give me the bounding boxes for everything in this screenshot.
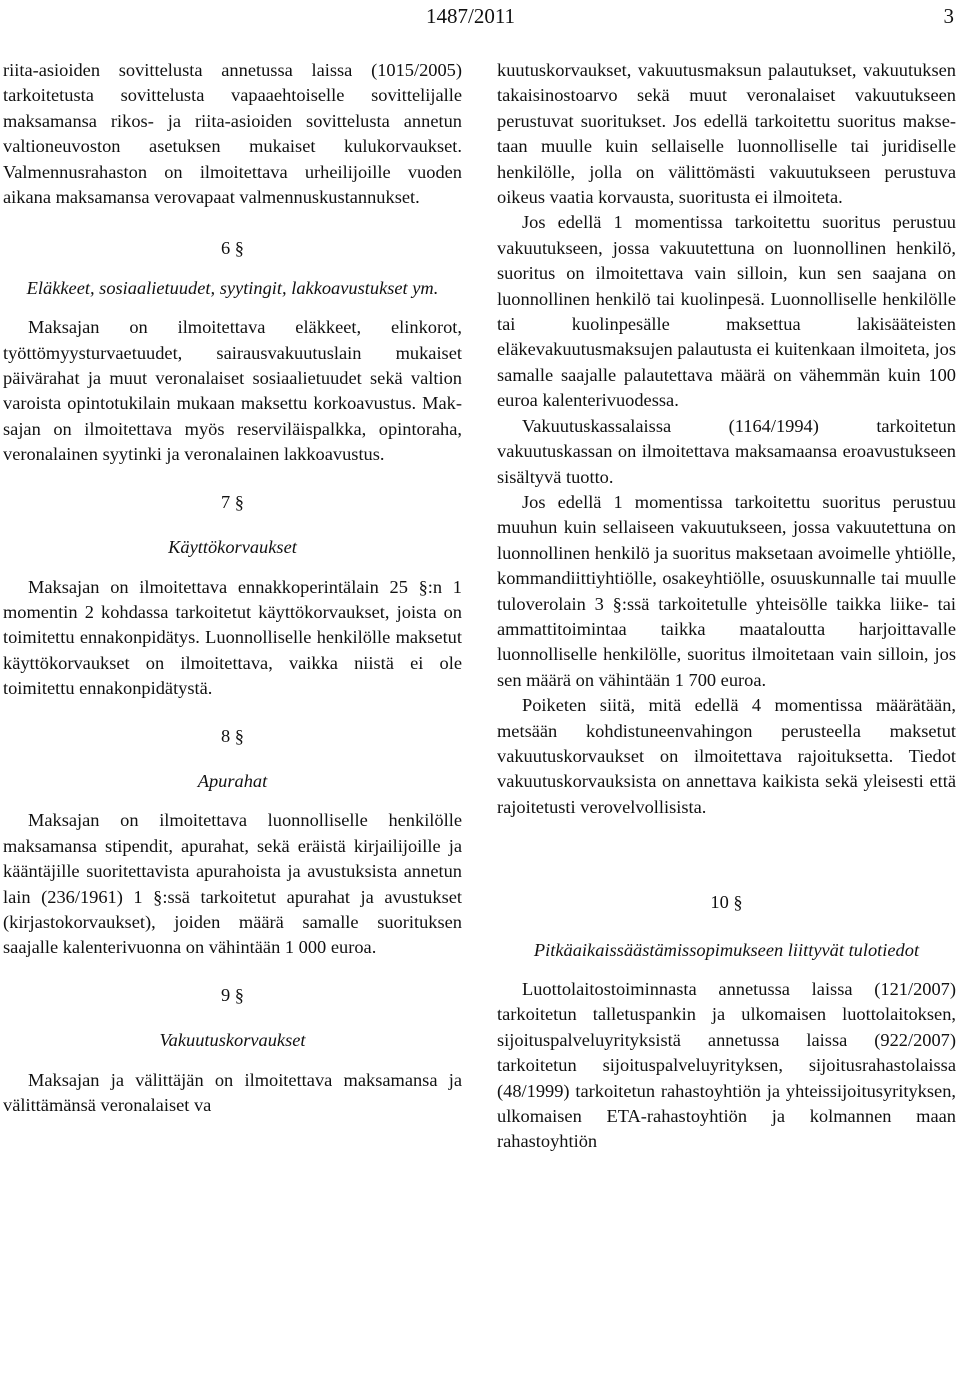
- section-7-title: Käyttökorvaukset: [168, 537, 297, 558]
- section-9-number: 9 §: [221, 984, 244, 1005]
- right-column: [497, 58, 956, 1155]
- section-9-title: Vakuutuskorvaukset: [159, 1030, 306, 1051]
- page-header: [0, 0, 960, 30]
- section-6: [3, 236, 462, 301]
- paragraph-continued: riita-asioiden sovittelusta annetussa laissa (1015/2005) tarkoitetusta sovittelusta vapaaehtoiselle sovittelijalle maksamansa rikos- ja riita-asioiden sovittelusta annetun valtioneuvoston asetuksen mukaiset kulukorvaukset. Valmennusrahaston on ilmoitettava urheilijoille vuoden aikana maksamansa verovapaat valmennuskustannukset.: [3, 60, 462, 208]
- section-6-text: Maksajan on ilmoitettava eläkkeet, elinkorot, työttömyysturvaetuudet, sairausvakuutuslain mukaiset päivärahat ja muut veronalaiset sosiaalietuudet sekä valtion varoista opintotukilain mukaan maksettu korkoavustus. Maksajan on ilmoitettava myös reserviläispalkka, opintoraha, veronalainen syytinki ja veronalainen lakkoavustus.: [3, 317, 462, 465]
- section-10-text: Luottolaitostoiminnasta annetussa laissa (121/2007) tarkoitetun talletuspankin ja ulkomaisen luottolaitoksen, sijoituspalveluyrityksistä annetussa laissa (922/2007) tarkoitetun sijoituspalveluyrityksen, sijoitusrahastolaissa (48/1999) tarkoitetun rahastoyhtiön ja yhteissijoitusyrityksen, ulkomaisen ETA-rahastoyhtiön ja kolmannen maan rahastoyhtiön: [497, 979, 956, 1152]
- section-10-number: 10 §: [710, 892, 743, 913]
- page-number: 3: [943, 4, 954, 28]
- paragraph-3: Vakuutuskassalaissa (1164/1994) tarkoitetun vakuutuskassan on ilmoitettava maksamaansa eroavustukseen sisältyvä tuotto.: [497, 415, 956, 487]
- paragraph-4: Jos edellä 1 momentissa tarkoitettu suoritus perustuu muuhun kuin sellaiseen vakuutukseen, jossa vakuutettuna on luonnollinen henkilö ja suoritus maksetaan avoimelle yhtiölle, kommandiittiyhtiölle, osakeyhtiölle, osuuskunnalle tai muulle tuloverolain 3 §:ssä tarkoitetulle yhteisölle taikka liike- tai ammattitoimintaa taikka maataloutta harjoittavalle luonnolliselle henkilölle, suoritus ilmoitetaan vain silloin, jos sen määrä on vähintään 1 700 euroa.: [497, 491, 956, 690]
- left-column: [3, 58, 462, 1118]
- section-8-text: Maksajan on ilmoitettava luonnolliselle henkilölle maksamansa stipendit, apurahat, sekä eräistä kirjailijoille ja kääntäjille suoritettavista apurahoista ja avustuksista annetun lain (236/1961) 1 §:ssä tarkoitetut apurahat ja avustukset (kirjastokorvaukset), joiden määrä samalle suorituksen saajalle kalenterivuonna on vähintään 1 000 euroa.: [3, 810, 462, 958]
- section-8: [3, 724, 462, 795]
- section-9: [3, 983, 462, 1054]
- section-8-number: 8 §: [221, 725, 244, 746]
- section-8-title: Apurahat: [197, 770, 268, 791]
- section-6-title: Eläkkeet, sosiaalietuudet, syytingit, lakkoavustukset ym.: [26, 277, 439, 298]
- section-7-text: Maksajan on ilmoitettava ennakkoperintälain 25 §:n 1 momentin 2 kohdassa tarkoitetut käyttökorvaukset, joista on toimitettu ennakonpidätys. Luonnolliselle henkilölle maksetut käyttökorvaukset on ilmoitettava, vaikka niistä ei ole toimitettu ennakonpidätystä.: [3, 576, 462, 699]
- section-10-title: Pitkäaikaissäästämissopimukseen liittyvät tulotiedot: [533, 939, 920, 960]
- section-6-number: 6 §: [221, 238, 244, 259]
- section-10: [497, 890, 956, 963]
- section-7-number: 7 §: [221, 491, 244, 512]
- section-9-text: Maksajan ja välittäjän on ilmoitettava maksamansa ja välittämänsä veronalaiset va: [3, 1069, 462, 1115]
- statute-number: 1487/2011: [426, 4, 516, 28]
- paragraph-1: kuutuskorvaukset, vakuutusmaksun palautukset, vakuutuksen takaisinostoarvo sekä muut veronalaiset vakuutukseen perustuvat suoritukset. Jos edellä tarkoitettu suoritus maksetaan muulle kuin sellaiselle luonnolliselle tai juridiselle henkilölle, jolla on välittömästi vakuutukseen perustuva oikeus vaatia korvausta, suoritusta ei ilmoiteta.: [497, 60, 956, 208]
- paragraph-2: Jos edellä 1 momentissa tarkoitettu suoritus perustuu vakuutukseen, jossa vakuutettuna on luonnollinen henkilö, suoritus on ilmoitettava vain silloin, kun sen saajana on luonnollinen henkilö tai kuolinpesä. Luonnolliselle henkilölle tai kuolinpesälle maksettua lakisääteisten eläkevakuutusmaksujen palautusta ei kuitenkaan ilmoiteta, jos samalle saajalle palautettava määrä on vähemmän kuin 100 euroa kalenterivuodessa.: [497, 212, 956, 411]
- paragraph-5: Poiketen siitä, mitä edellä 4 momentissa määrätään, metsään kohdistuneenvahingon perusteella maksetut vakuutuskorvaukset on ilmoitettava rajoituksetta. Tiedot vakuutuskorvauksista on annettava kaikista sekä yleisesti että rajoitetusti verovelvollisista.: [497, 695, 956, 817]
- section-7: [3, 490, 462, 561]
